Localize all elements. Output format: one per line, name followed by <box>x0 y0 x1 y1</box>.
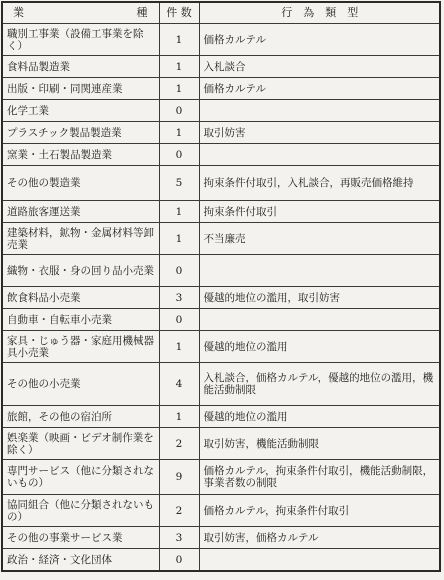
count-cell: 0 <box>159 255 199 287</box>
table-row <box>2 255 440 287</box>
header-industry-left: 業 <box>13 6 24 19</box>
types-cell: 拘束条件付取引 <box>199 201 440 223</box>
count-cell: 1 <box>159 331 199 363</box>
table-row <box>2 495 440 527</box>
table-row <box>2 406 440 428</box>
count-cell: 1 <box>159 201 199 223</box>
table-row <box>2 309 440 331</box>
count-cell: 0 <box>159 549 199 572</box>
count-cell: 3 <box>159 527 199 549</box>
industry-cell: その他の事業サービス業 <box>2 527 159 549</box>
industry-cell: 飲食料品小売業 <box>2 287 159 309</box>
count-cell: 4 <box>159 363 199 406</box>
count-cell: 2 <box>159 428 199 460</box>
industry-cell: その他の小売業 <box>2 363 159 406</box>
header-row <box>2 2 440 24</box>
count-cell: 0 <box>159 100 199 122</box>
table-row <box>2 122 440 144</box>
header-count: 件 数 <box>159 2 199 24</box>
table-row <box>2 144 440 166</box>
count-cell: 2 <box>159 495 199 527</box>
types-cell: 取引妨害 <box>199 122 440 144</box>
types-cell: 価格カルテル，拘束条件付取引 <box>199 495 440 527</box>
count-cell: 1 <box>159 56 199 78</box>
industry-cell: 織物・衣服・身の回り品小売業 <box>2 255 159 287</box>
table-row <box>2 24 440 56</box>
count-cell: 5 <box>159 166 199 201</box>
industry-cell: 道路旅客運送業 <box>2 201 159 223</box>
industry-cell: 娯楽業（映画・ビデオ制作業を除く） <box>2 428 159 460</box>
types-cell: 優越的地位の濫用，取引妨害 <box>199 287 440 309</box>
table-row <box>2 527 440 549</box>
header-industry <box>2 2 159 24</box>
count-cell: 1 <box>159 24 199 56</box>
table-row <box>2 100 440 122</box>
violations-table <box>1 1 441 572</box>
types-cell: 入札談合，価格カルテル，優越的地位の濫用，機能活動制限 <box>199 363 440 406</box>
table-row <box>2 166 440 201</box>
types-cell <box>199 549 440 572</box>
industry-cell: 化学工業 <box>2 100 159 122</box>
types-cell <box>199 100 440 122</box>
industry-cell: 自動車・自転車小売業 <box>2 309 159 331</box>
industry-cell: 建築材料，鉱物・金属材料等卸売業 <box>2 223 159 255</box>
types-cell <box>199 255 440 287</box>
table-row <box>2 460 440 495</box>
table-row <box>2 331 440 363</box>
types-cell <box>199 144 440 166</box>
industry-cell: 職別工事業（設備工事業を除く） <box>2 24 159 56</box>
table-row <box>2 223 440 255</box>
industry-cell: 旅館，その他の宿泊所 <box>2 406 159 428</box>
industry-cell: プラスチック製品製造業 <box>2 122 159 144</box>
industry-cell: 出版・印刷・同関連産業 <box>2 78 159 100</box>
table-row <box>2 287 440 309</box>
table-row <box>2 428 440 460</box>
industry-cell: 食料品製造業 <box>2 56 159 78</box>
types-cell: 優越的地位の濫用 <box>199 406 440 428</box>
industry-cell: 窯業・土石製品製造業 <box>2 144 159 166</box>
count-cell: 1 <box>159 406 199 428</box>
table-row <box>2 549 440 572</box>
table-row <box>2 78 440 100</box>
industry-cell: 協同組合（他に分類されないもの） <box>2 495 159 527</box>
count-cell: 9 <box>159 460 199 495</box>
count-cell: 3 <box>159 287 199 309</box>
types-cell: 価格カルテル <box>199 78 440 100</box>
count-cell: 0 <box>159 309 199 331</box>
types-cell: 価格カルテル <box>199 24 440 56</box>
industry-cell: その他の製造業 <box>2 166 159 201</box>
types-cell: 価格カルテル，拘束条件付取引，機能活動制限，事業者数の制限 <box>199 460 440 495</box>
header-industry-right: 種 <box>136 6 148 19</box>
types-cell: 拘束条件付取引，入札談合，再販売価格維持 <box>199 166 440 201</box>
types-cell: 入札談合 <box>199 56 440 78</box>
industry-cell: 専門サービス（他に分類されないもの） <box>2 460 159 495</box>
header-type: 行 為 類 型 <box>199 2 440 24</box>
count-cell: 1 <box>159 223 199 255</box>
table-row <box>2 363 440 406</box>
types-cell: 優越的地位の濫用 <box>199 331 440 363</box>
count-cell: 1 <box>159 78 199 100</box>
types-cell <box>199 309 440 331</box>
table-row <box>2 201 440 223</box>
types-cell: 不当廉売 <box>199 223 440 255</box>
table-row <box>2 56 440 78</box>
types-cell: 取引妨害，機能活動制限 <box>199 428 440 460</box>
count-cell: 1 <box>159 122 199 144</box>
industry-cell: 家具・じゅう器・家庭用機械器具小売業 <box>2 331 159 363</box>
industry-cell: 政治・経済・文化団体 <box>2 549 159 572</box>
types-cell: 取引妨害，価格カルテル <box>199 527 440 549</box>
count-cell: 0 <box>159 144 199 166</box>
